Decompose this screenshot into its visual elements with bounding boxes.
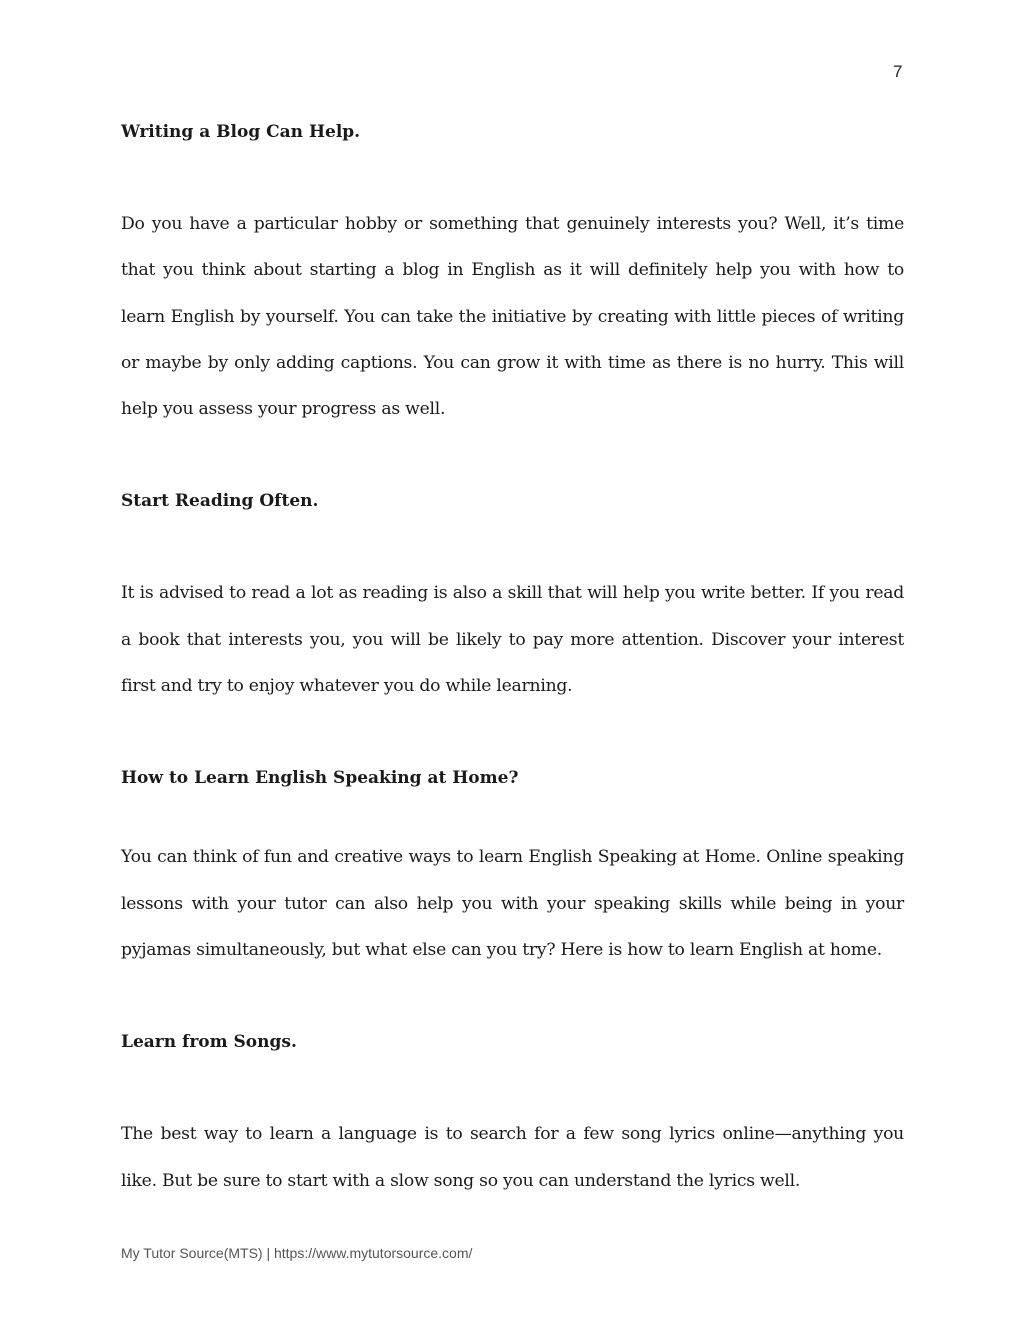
section-paragraph-blog: Do you have a particular hobby or something that genuinely interests you? Well, it’s time that you think about starting a blog in English as it will definitely help you with how to learn English by yourself. You can take the initiative by creating with little pieces of writing or maybe by only adding captions. You can grow it with time as there is no hurry. This will help you assess your progress as well. — [121, 214, 904, 420]
section-heading-reading: Start Reading Often. — [121, 491, 319, 512]
document-body — [121, 116, 904, 1204]
section-paragraph-songs: The best way to learn a language is to search for a few song lyrics online—anything you like. But be sure to start with a slow song so you can understand the lyrics well. — [121, 1124, 904, 1191]
section-heading-blog: Writing a Blog Can Help. — [121, 122, 361, 142]
section-paragraph-reading: It is advised to read a lot as reading is also a skill that will help you write better. If you read a book that interests you, you will be likely to pay more attention. Discover your interest first and try to enjoy whatever you do while learning. — [121, 583, 904, 697]
page-footer: My Tutor Source(MTS) | https://www.mytutorsource.com/ — [121, 1245, 473, 1261]
page-number: 7 — [893, 62, 903, 81]
section-heading-speaking: How to Learn English Speaking at Home? — [121, 768, 519, 789]
section-paragraph-speaking: You can think of fun and creative ways to learn English Speaking at Home. Online speaking lessons with your tutor can also help you with your speaking skills while being in your pyjamas simultaneously, but what else can you try? Here is how to learn English at home. — [121, 847, 904, 960]
section-heading-songs: Learn from Songs. — [121, 1032, 297, 1053]
